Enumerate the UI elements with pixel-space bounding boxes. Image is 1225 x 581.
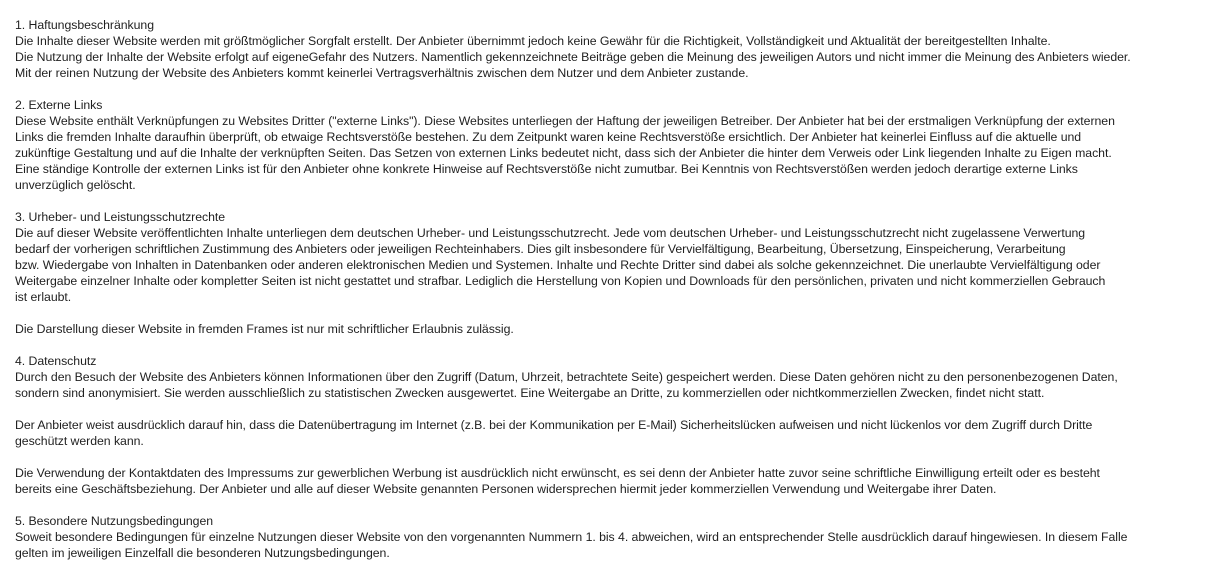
disclaimer-document: [15, 17, 1215, 577]
section-datenschutz: [15, 353, 1215, 401]
paragraph-line: bedarf der vorherigen schriftlichen Zustimmung des Anbieters oder jeweiligen Rechteinhabers. Dies gilt insbesondere für Vervielfältigung, Bearbeitung, Übersetzung, Einspeicherung, Verarbeitung: [15, 242, 1066, 256]
paragraph-line: sondern sind anonymisiert. Sie werden ausschließlich zu statistischen Zwecken ausgewertet. Eine Weitergabe an Dritte, zu kommerziellen oder nichtkommerziellen Zwecken, findet nicht statt.: [15, 386, 1045, 400]
section-heading: 1. Haftungsbeschränkung: [15, 18, 154, 32]
section-haftungsbeschraenkung: [15, 17, 1215, 81]
section-heading: 2. Externe Links: [15, 98, 103, 112]
paragraph-frames: [15, 321, 1215, 337]
section-heading: 3. Urheber- und Leistungsschutzrechte: [15, 210, 226, 224]
paragraph-line: Die Verwendung der Kontaktdaten des Impressums zur gewerblichen Werbung ist ausdrücklich nicht erwünscht, es sei denn der Anbieter hatte zuvor seine schriftliche Einwilligung erteilt oder es besteht: [15, 466, 1100, 480]
paragraph-line: Die auf dieser Website veröffentlichten Inhalte unterliegen dem deutschen Urheber- und Leistungsschutzrecht. Jede vom deutschen Urheber- und Leistungsschutzrecht nicht zugelassene Verwertung: [15, 226, 1086, 240]
paragraph-line: bzw. Wiedergabe von Inhalten in Datenbanken oder anderen elektronischen Medien und Systemen. Inhalte und Rechte Dritter sind dabei als solche gekennzeichnet. Die unerlaubte Vervielfältigung oder: [15, 258, 1101, 272]
paragraph-line: Die Inhalte dieser Website werden mit größtmöglicher Sorgfalt erstellt. Der Anbieter übernimmt jedoch keine Gewähr für die Richtigkeit, Vollständigkeit und Aktualität der bereitgestellten Inhalte.: [15, 34, 1051, 48]
paragraph-line: geschützt werden kann.: [15, 434, 144, 448]
paragraph-line: Weitergabe einzelner Inhalte oder kompletter Seiten ist nicht gestattet und strafbar. Lediglich die Herstellung von Kopien und Downloads für den persönlichen, privaten und nicht kommerziellen Gebrauch: [15, 274, 1106, 288]
paragraph-line: Mit der reinen Nutzung der Website des Anbieters kommt keinerlei Vertragsverhältnis zwischen dem Nutzer und dem Anbieter zustande.: [15, 66, 749, 80]
section-heading: 4. Datenschutz: [15, 354, 97, 368]
paragraph-line: Der Anbieter weist ausdrücklich darauf hin, dass die Datenübertragung im Internet (z.B. bei der Kommunikation per E-Mail) Sicherheitslücken aufweisen und nicht lückenlos vor dem Zugriff durch Dritte: [15, 418, 1093, 432]
paragraph-line: Soweit besondere Bedingungen für einzelne Nutzungen dieser Website von den vorgenannten Nummern 1. bis 4. abweichen, wird an entsprechender Stelle ausdrücklich darauf hingewiesen. In diesem Falle: [15, 530, 1128, 544]
paragraph-line: zukünftige Gestaltung und auf die Inhalte der verknüpften Seiten. Das Setzen von externen Links bedeutet nicht, dass sich der Anbieter die hinter dem Verweis oder Link liegenden Inhalte zu Eigen macht.: [15, 146, 1112, 160]
paragraph-line: Links die fremden Inhalte daraufhin überprüft, ob etwaige Rechtsverstöße bestehen. Zu dem Zeitpunkt waren keine Rechtsverstöße ersichtlich. Der Anbieter hat keinerlei Einfluss auf die aktuelle und: [15, 130, 1082, 144]
section-externe-links: [15, 97, 1215, 193]
paragraph-line: Die Nutzung der Inhalte der Website erfolgt auf eigeneGefahr des Nutzers. Namentlich gekennzeichnete Beiträge geben die Meinung des jeweiligen Autors und nicht immer die Meinung des Anbieters wieder.: [15, 50, 1131, 64]
section-heading: 5. Besondere Nutzungsbedingungen: [15, 514, 214, 528]
paragraph-datenuebertragung: [15, 417, 1215, 449]
paragraph-line: ist erlaubt.: [15, 290, 72, 304]
paragraph-line: Die Darstellung dieser Website in fremden Frames ist nur mit schriftlicher Erlaubnis zulässig.: [15, 322, 514, 336]
paragraph-line: Eine ständige Kontrolle der externen Links ist für den Anbieter ohne konkrete Hinweise auf Rechtsverstöße nicht zumutbar. Bei Kenntnis von Rechtsverstößen werden jedoch derartige externe Links: [15, 162, 1078, 176]
section-nutzungsbedingungen: [15, 513, 1215, 561]
paragraph-line: gelten im jeweiligen Einzelfall die besonderen Nutzungsbedingungen.: [15, 546, 390, 560]
paragraph-line: Diese Website enthält Verknüpfungen zu Websites Dritter ("externe Links"). Diese Websites unterliegen der Haftung der jeweiligen Betreiber. Der Anbieter hat bei der erstmaligen Verknüpfung der externen: [15, 114, 1115, 128]
paragraph-line: bereits eine Geschäftsbeziehung. Der Anbieter und alle auf dieser Website genannten Personen widersprechen hiermit jeder kommerziellen Verwendung und Weitergabe ihrer Daten.: [15, 482, 997, 496]
paragraph-kontaktdaten: [15, 465, 1215, 497]
paragraph-line: unverzüglich gelöscht.: [15, 178, 136, 192]
section-urheberrecht: [15, 209, 1215, 305]
paragraph-line: Durch den Besuch der Website des Anbieters können Informationen über den Zugriff (Datum, Uhrzeit, betrachtete Seite) gespeichert werden. Diese Daten gehören nicht zu den personenbezogenen Daten,: [15, 370, 1118, 384]
